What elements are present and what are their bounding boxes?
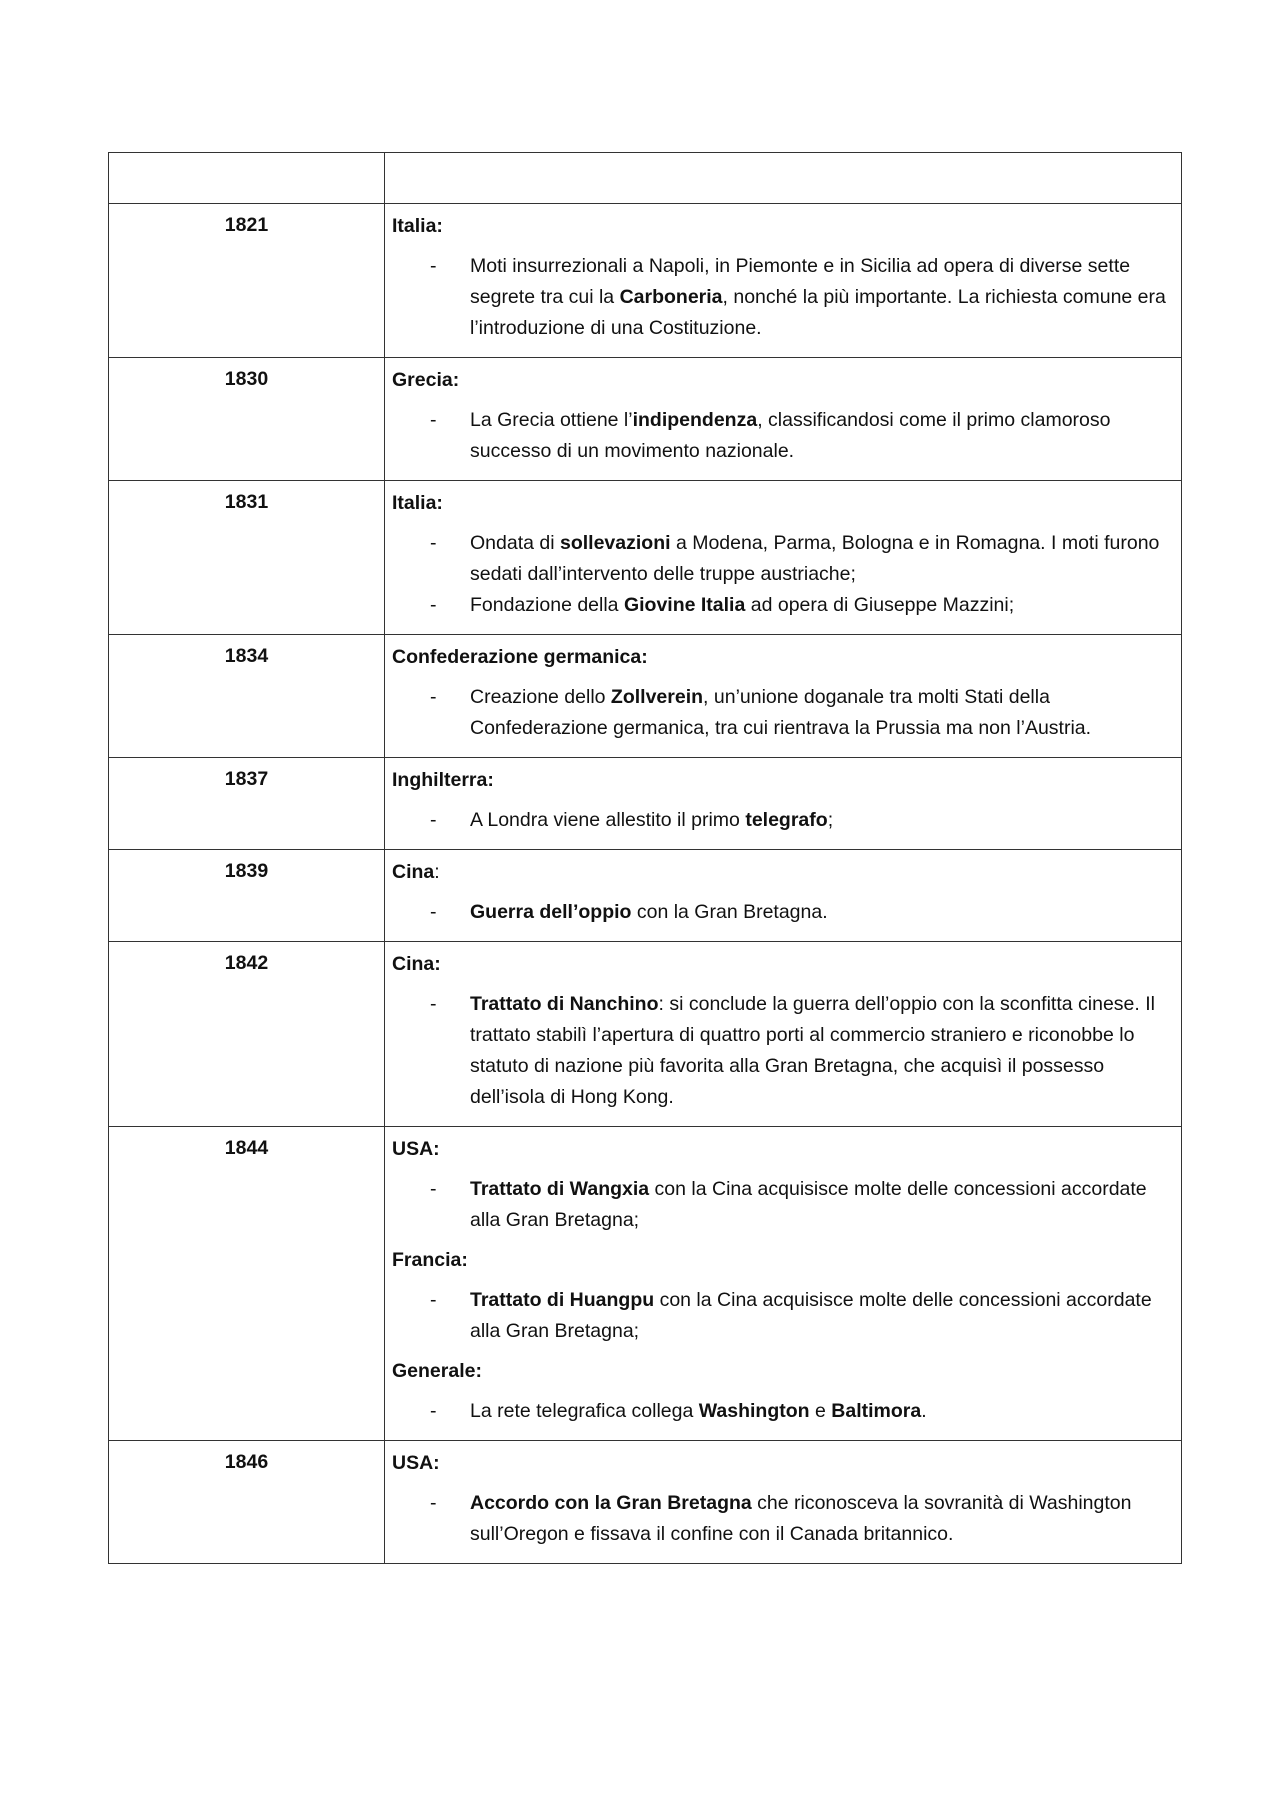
year-cell (109, 1127, 385, 1441)
timeline-body (109, 153, 1182, 1564)
event-text-bold: Accordo con la Gran Bretagna (470, 1492, 752, 1514)
country-section (392, 952, 1167, 1113)
event-text: a Modena, Parma, Bologna e in Romagna. I moti furono sedati dall’intervento delle truppe austriache; (470, 532, 1160, 585)
events-cell (385, 204, 1182, 358)
event-item (392, 1174, 1167, 1236)
event-item (392, 528, 1167, 590)
dash-bullet-icon: - (430, 532, 437, 554)
timeline-row (109, 1441, 1182, 1564)
dash-bullet-icon: - (430, 1400, 437, 1422)
event-text: Ondata di (470, 532, 560, 554)
year-cell (109, 204, 385, 358)
event-list (392, 989, 1167, 1113)
year-label: 1839 (224, 860, 269, 882)
event-text-bold: Trattato di Wangxia (470, 1178, 650, 1200)
event-text: Moti insurrezionali a Napoli, in Piemonte e in Sicilia ad opera di diverse sette segrete tra cui la (470, 255, 1131, 308)
dash-bullet-icon: - (430, 409, 437, 431)
section-title (392, 645, 1167, 669)
year-cell (109, 850, 385, 942)
event-text-bold: Giovine Italia (623, 594, 746, 616)
event-text: , un’unione doganale tra molti Stati della Confederazione germanica, tra cui rientrava la Prussia ma non l’Austria. (470, 686, 1092, 739)
event-list (392, 405, 1167, 467)
event-text-bold: Guerra dell’oppio (470, 901, 632, 923)
section-title (392, 952, 1167, 976)
country-section (392, 1451, 1167, 1550)
event-item (392, 1285, 1167, 1347)
country-section (392, 860, 1167, 928)
event-text-bold: indipendenza (632, 409, 758, 431)
event-list (392, 1174, 1167, 1236)
year-label: 1842 (224, 952, 269, 974)
events-cell (385, 850, 1182, 942)
event-item (392, 989, 1167, 1113)
dash-bullet-icon: - (430, 809, 437, 831)
section-title-text: Italia: (392, 492, 443, 514)
year-label: 1834 (224, 645, 269, 667)
event-text-bold: Trattato di Huangpu (470, 1289, 655, 1311)
event-list (392, 251, 1167, 344)
event-text: Creazione dello (470, 686, 611, 708)
event-list (392, 1285, 1167, 1347)
event-list (392, 528, 1167, 621)
event-text: con la Cina acquisisce molte delle concessioni accordate alla Gran Bretagna; (470, 1289, 1152, 1342)
country-section (392, 214, 1167, 344)
timeline-table (108, 152, 1182, 1564)
section-title (392, 1137, 1167, 1161)
event-item (392, 682, 1167, 744)
dash-bullet-icon: - (430, 901, 437, 923)
events-cell (385, 358, 1182, 481)
event-text: La rete telegrafica collega (470, 1400, 699, 1422)
event-text: ; (827, 809, 834, 831)
event-text: , nonché la più importante. La richiesta comune era l’introduzione di una Costituzione. (470, 286, 1166, 339)
section-title-text: USA: (392, 1138, 440, 1160)
header-cell-year (109, 153, 385, 204)
section-title-text: Italia: (392, 215, 443, 237)
events-cell (385, 1127, 1182, 1441)
year-label: 1821 (224, 214, 269, 236)
country-section (392, 645, 1167, 744)
section-title-suffix: : (434, 861, 440, 883)
section-title-text: USA: (392, 1452, 440, 1474)
timeline-row (109, 481, 1182, 635)
section-title (392, 368, 1167, 392)
timeline-row (109, 358, 1182, 481)
event-item (392, 405, 1167, 467)
section-title (392, 491, 1167, 515)
section-title (392, 860, 1167, 884)
events-cell (385, 481, 1182, 635)
header-cell-events (385, 153, 1182, 204)
section-title-text: Generale: (392, 1360, 482, 1382)
section-title (392, 1451, 1167, 1475)
year-label: 1830 (224, 368, 269, 390)
event-text: ad opera di Giuseppe Mazzini; (745, 594, 1015, 616)
section-title (392, 214, 1167, 238)
events-cell (385, 1441, 1182, 1564)
year-label: 1846 (224, 1451, 269, 1473)
event-list (392, 1396, 1167, 1427)
section-title (392, 768, 1167, 792)
event-text: A Londra viene allestito il primo (470, 809, 746, 831)
events-cell (385, 635, 1182, 758)
year-label: 1844 (224, 1137, 269, 1159)
dash-bullet-icon: - (430, 255, 437, 277)
event-text: con la Gran Bretagna. (631, 901, 828, 923)
section-title-text: Cina: (392, 953, 441, 975)
event-text-bold: Washington (698, 1400, 810, 1422)
event-text-bold: Carboneria (619, 286, 723, 308)
header-row (109, 153, 1182, 204)
section-title-text: Francia: (392, 1249, 468, 1271)
timeline-row (109, 942, 1182, 1127)
event-list (392, 1488, 1167, 1550)
dash-bullet-icon: - (430, 1178, 437, 1200)
timeline-row (109, 1127, 1182, 1441)
event-text: e (809, 1400, 832, 1422)
timeline-row (109, 204, 1182, 358)
dash-bullet-icon: - (430, 1492, 437, 1514)
dash-bullet-icon: - (430, 1289, 437, 1311)
timeline-row (109, 758, 1182, 850)
year-cell (109, 942, 385, 1127)
event-item (392, 590, 1167, 621)
timeline-row (109, 635, 1182, 758)
year-cell (109, 481, 385, 635)
section-title-text: Confederazione germanica: (392, 646, 648, 668)
events-cell (385, 942, 1182, 1127)
year-cell (109, 635, 385, 758)
country-section (392, 1248, 1167, 1347)
event-text: Fondazione della (470, 594, 624, 616)
event-item (392, 251, 1167, 344)
event-text: , classificandosi come il primo clamoroso successo di un movimento nazionale. (470, 409, 1111, 462)
year-cell (109, 358, 385, 481)
event-text: La Grecia ottiene l’ (470, 409, 633, 431)
event-item (392, 1488, 1167, 1550)
event-text-bold: Zollverein (610, 686, 704, 708)
event-item (392, 805, 1167, 836)
section-title (392, 1248, 1167, 1272)
country-section (392, 1359, 1167, 1427)
country-section (392, 368, 1167, 467)
event-item (392, 897, 1167, 928)
year-cell (109, 758, 385, 850)
year-cell (109, 1441, 385, 1564)
timeline-row (109, 850, 1182, 942)
dash-bullet-icon: - (430, 993, 437, 1015)
section-title-text: Cina (392, 861, 435, 883)
event-text-bold: sollevazioni (559, 532, 671, 554)
section-title-text: Grecia: (392, 369, 460, 391)
event-text: . (921, 1400, 927, 1422)
event-text-bold: Baltimora (831, 1400, 922, 1422)
section-title (392, 1359, 1167, 1383)
event-text: : si conclude la guerra dell’oppio con la sconfitta cinese. Il trattato stabilì l’apertura di quattro porti al commercio straniero e riconobbe lo statuto di nazione più favorita alla Gran Bretagna, che acquisì il possesso dell’isola di Hong Kong. (470, 993, 1155, 1108)
dash-bullet-icon: - (430, 686, 437, 708)
event-text: che riconosceva la sovranità di Washington sull’Oregon e fissava il confine con il Canada britannico. (470, 1492, 1132, 1545)
event-list (392, 682, 1167, 744)
event-text-bold: Trattato di Nanchino (470, 993, 659, 1015)
event-list (392, 897, 1167, 928)
event-item (392, 1396, 1167, 1427)
country-section (392, 491, 1167, 621)
country-section (392, 1137, 1167, 1236)
event-text-bold: telegrafo (745, 809, 828, 831)
year-label: 1831 (224, 491, 269, 513)
event-list (392, 805, 1167, 836)
country-section (392, 768, 1167, 836)
event-text: con la Cina acquisisce molte delle concessioni accordate alla Gran Bretagna; (470, 1178, 1147, 1231)
section-title-text: Inghilterra: (392, 769, 494, 791)
dash-bullet-icon: - (430, 594, 437, 616)
events-cell (385, 758, 1182, 850)
year-label: 1837 (224, 768, 269, 790)
